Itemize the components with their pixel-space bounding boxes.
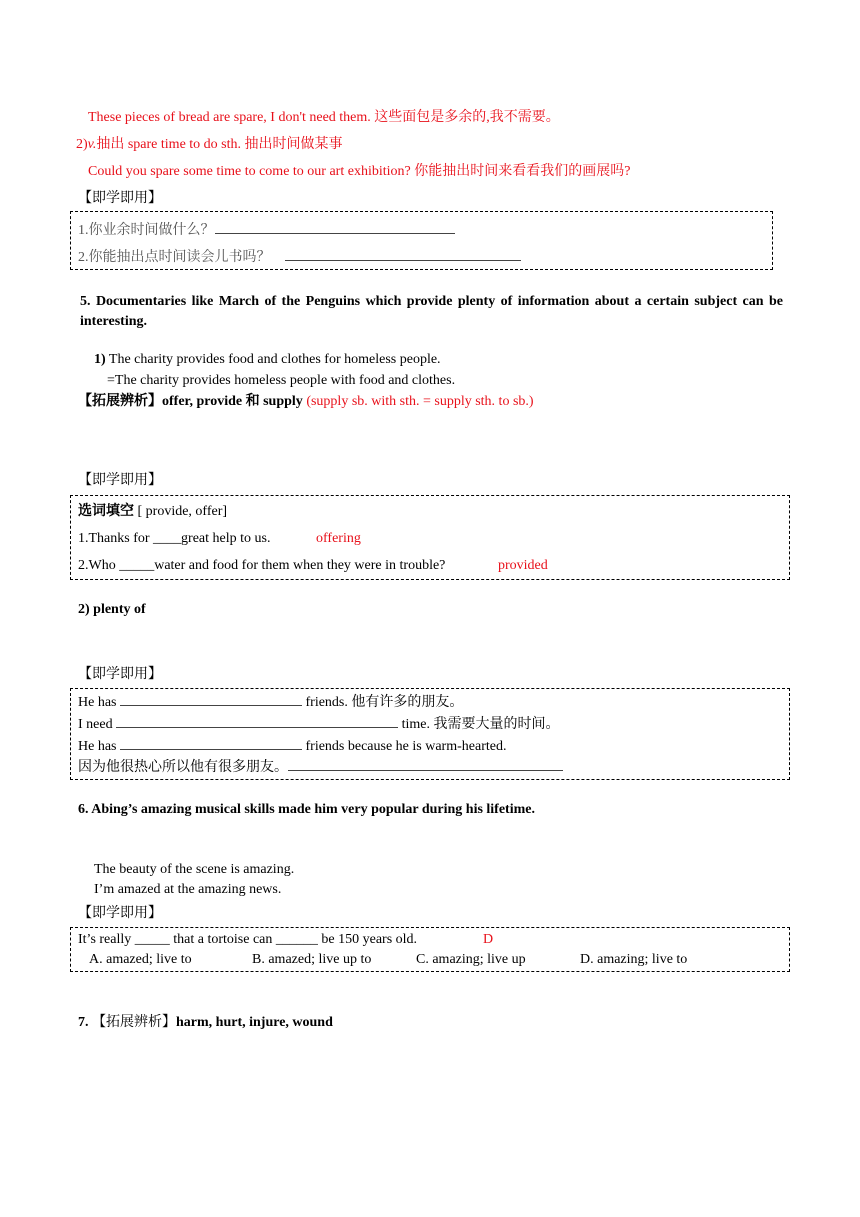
fill-answer-2: provided: [498, 558, 548, 573]
practice-heading-4: 【即学即用】: [78, 906, 162, 921]
charity-sentence-2: =The charity provides homeless people with food and clothes.: [107, 373, 456, 388]
spare-example-sentence: These pieces of bread are spare, I don't need them. 这些面包是多余的,我不需要。: [88, 110, 560, 125]
practice-box-1: [70, 211, 773, 270]
charity-sentence-1: [94, 351, 441, 369]
expand-analysis: [78, 393, 534, 411]
option-b: B. amazed; live up to: [252, 952, 372, 967]
definition-number: 2): [76, 137, 88, 152]
practice-heading-1: 【即学即用】: [78, 191, 162, 206]
analysis-label: 【拓展辨析】offer, provide 和 supply: [78, 394, 303, 409]
answer-blank[interactable]: [215, 220, 455, 234]
option-c: C. amazing; live up: [416, 952, 526, 967]
answer-blank[interactable]: [285, 247, 521, 261]
practice-box-4: [70, 927, 790, 972]
fill-question-2: 2.Who _____water and food for them when they were in trouble?: [78, 558, 446, 573]
practice-heading-2: 【即学即用】: [78, 473, 162, 488]
section-7-heading: [78, 1014, 333, 1032]
fill-in-instructions: [78, 503, 227, 521]
item-label: 1): [94, 352, 106, 367]
definition-text: 抽出 spare time to do sth. 抽出时间做某事: [96, 137, 343, 152]
word-options: [ provide, offer]: [134, 504, 228, 519]
word-list: harm, hurt, injure, wound: [176, 1015, 333, 1030]
choice-question: It’s really _____ that a tortoise can ______ be 150 years old.: [78, 932, 418, 947]
plenty-of-heading: 2) plenty of: [78, 602, 146, 617]
practice-heading-3: 【即学即用】: [78, 667, 162, 682]
question-text: 1.你业余时间做什么？: [78, 223, 215, 238]
fill-question-1: 1.Thanks for ____great help to us.: [78, 531, 271, 546]
plenty-line-3: He has friends because he is warm-hearted.: [78, 736, 506, 756]
answer-blank[interactable]: [116, 714, 398, 728]
spare-verb-definition: [76, 136, 343, 154]
translation-question-1: [78, 220, 455, 240]
analysis-label: 【拓展辨析】: [92, 1015, 176, 1030]
part-of-speech: v.: [87, 137, 97, 152]
section-number: 7.: [78, 1015, 92, 1030]
choice-answer: D: [483, 932, 494, 947]
amazing-example-1: The beauty of the scene is amazing.: [94, 862, 295, 877]
sentence-text: The charity provides food and clothes for homeless people.: [105, 352, 441, 367]
question-text: 2.你能抽出点时间读会儿书吗？: [78, 250, 271, 265]
answer-blank[interactable]: [120, 736, 302, 750]
plenty-line-1: He has friends. 他有许多的朋友。: [78, 692, 463, 712]
practice-box-2: [70, 495, 790, 580]
amazing-example-2: I’m amazed at the amazing news.: [94, 882, 282, 897]
answer-blank[interactable]: [120, 692, 302, 706]
analysis-note: (supply sb. with sth. = supply sth. to sb.): [302, 394, 534, 409]
section-6-heading: 6. Abing’s amazing musical skills made him very popular during his lifetime.: [78, 802, 535, 817]
practice-box-3: [70, 688, 790, 780]
spare-time-example: Could you spare some time to come to our art exhibition? 你能抽出时间来看看我们的画展吗?: [88, 164, 631, 179]
plenty-line-2: I need time. 我需要大量的时间。: [78, 714, 559, 734]
plenty-line-4: 因为他很热心所以他有很多朋友。: [78, 757, 563, 777]
fill-answer-1: offering: [316, 531, 361, 546]
answer-blank[interactable]: [288, 757, 563, 771]
section-5-heading: 5. Documentaries like March of the Penguins which provide plenty of information about a certain subject can be interesting.: [80, 294, 783, 329]
instruction-title: 选词填空: [78, 504, 134, 519]
option-a: A. amazed; live to: [89, 952, 192, 967]
option-d: D. amazing; live to: [580, 952, 688, 967]
translation-question-2: [78, 247, 521, 267]
